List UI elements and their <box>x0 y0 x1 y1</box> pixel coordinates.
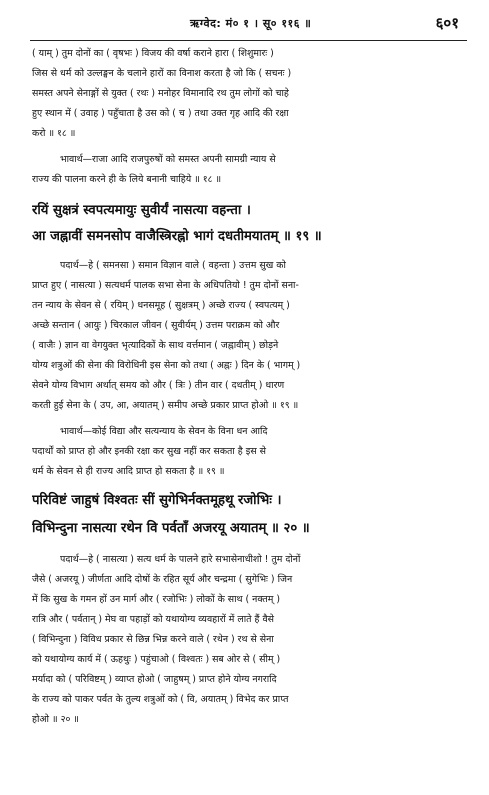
text-line: समस्त अपने सेनाङ्गों से युक्त ( रथः ) मनोहर विमानादि रथ तुम लोगों को चाहे <box>32 88 289 99</box>
text-line: धर्म के सेवन से ही राज्य आदि प्राप्त हो सकता है ॥ १९ ॥ <box>32 466 225 477</box>
text-line: योग्य शत्रुओं की सेना की विरोधिनी इस सेना को तथा ( अह्नः ) दिन के ( भागम् ) <box>32 360 301 371</box>
text-line: राज्य की पालना करने ही के लिये बनानी चाहिये ॥ १८ ॥ <box>32 174 222 185</box>
header-rule <box>30 40 467 41</box>
bhavartha-line: भावार्थ—राजा आदि राजपुरुषों को समस्त अपनी सामग्री न्याय से <box>60 154 276 165</box>
mantra-line: विभिन्दुना नासत्या रथेन वि पर्वताँ अजरयू अयातम् ॥ २० ॥ <box>32 521 310 536</box>
mantra-line: रयिं सुक्षत्रं स्वपत्यमायुः सुवीर्यं नासत्या वहन्ता । <box>32 203 251 218</box>
text-line: ( वाजैः ) ज्ञान वा वेगयुक्त भृत्यादिकों के साथ वर्त्तमान ( जह्नावीम् ) छोड़ने <box>32 340 279 351</box>
text-line: करती हुई सेना के ( उप, आ, अयातम् ) समीप अच्छे प्रकार प्राप्त होओ ॥ १९ ॥ <box>32 400 299 411</box>
text-line: रात्रि और ( पर्वतान् ) मेघ वा पहाड़ों को यथायोग्य व्यवहारों में लाते हैं वैसे <box>32 614 275 625</box>
text-line: हुए स्थान में ( उवाह ) पहुँचाता है उस को ( च ) तथा उक्त गृह आदि की रक्षा <box>32 108 289 119</box>
text-line: करो ॥ १८ ॥ <box>32 128 76 139</box>
page-number: ६०१ <box>435 14 459 32</box>
text-line: सेवने योग्य विभाग अर्थात् समय को और ( त्रिः ) तीन वार ( दधतीम् ) धारण <box>32 380 285 391</box>
page-header <box>0 0 489 40</box>
text-line: को यथायोग्य कार्य में ( ऊहथुः ) पहुंचाओ ( विश्वतः ) सब ओर से ( सीम् ) <box>32 654 281 665</box>
text-line: पदार्थों को प्राप्त हो और इनकी रक्षा कर सुख नहीं कर सकता है इस से <box>32 446 266 457</box>
text-line: मर्यादा को ( परिविष्टम् ) व्याप्त होओ ( जाहुषम् ) प्राप्त होने योग्य नगरादि <box>32 674 277 685</box>
text-line: ( याम् ) तुम दोनों का ( वृषभः ) विजय की वर्षा कराने हारा ( शिशुमारः ) <box>32 48 274 59</box>
text-line: होओ ॥ २० ॥ <box>32 714 79 725</box>
mantra-line: परिविष्टं जाहुषं विश्वतः सीं सुगेभिर्नक्तमूहथू रजोभिः । <box>32 493 282 508</box>
padartha-line: पदार्थ—हे ( नासत्या ) सत्य धर्म के पालने हारे सभासेनाधीशो ! तुम दोनों <box>60 554 301 565</box>
text-line: जिस से धर्म को उल्लङ्घन के चलाने हारों का विनाश करता है जो कि ( सचनः ) <box>32 68 292 79</box>
text-line: तन न्याय के सेवन से ( रयिम् ) धनसमूह ( सुक्षत्रम् ) अच्छे राज्य ( स्वपत्यम् ) <box>32 300 290 311</box>
text-line: प्राप्त हुए ( नासत्या ) सत्यधर्म पालक सभा सेना के अधिपतियो ! तुम दोनों सना- <box>32 280 299 291</box>
text-line: ( विभिन्दुना ) विविध प्रकार से छिन्न भिन्न करने वाले ( रथेन ) रथ से सेना <box>32 634 274 645</box>
text-line: के राज्य को पाकर पर्वत के तुल्य शत्रुओं को ( वि, अयातम् ) विभेद कर प्राप्त <box>32 694 289 705</box>
mantra-line: आ जह्नावीं समनसोप वाजैस्त्रिरह्नो भागं दधतीमयातम् ॥ १९ ॥ <box>32 229 322 244</box>
text-line: जैसे ( अजरयू ) जीर्णता आदि दोषों के रहित सूर्य और चन्द्रमा ( सुगेभिः ) जिन <box>32 574 293 585</box>
text-line: में कि सुख के गमन हों उन मार्ग और ( रजोभिः ) लोकों के साथ ( नक्तम् ) <box>32 594 280 605</box>
padartha-line: पदार्थ—हे ( समनसा ) समान विज्ञान वाले ( वहन्ता ) उत्तम सुख को <box>60 260 286 271</box>
bhavartha-line: भावार्थ—कोई विद्या और सत्यन्याय के सेवन के विना धन आदि <box>60 426 268 437</box>
running-title: ऋग्वेद: मं० १ । सू० ११६ ॥ <box>190 17 312 30</box>
text-line: अच्छे सन्तान ( आयुः ) चिरकाल जीवन ( सुवीर्यम् ) उत्तम पराक्रम को और <box>32 320 280 331</box>
